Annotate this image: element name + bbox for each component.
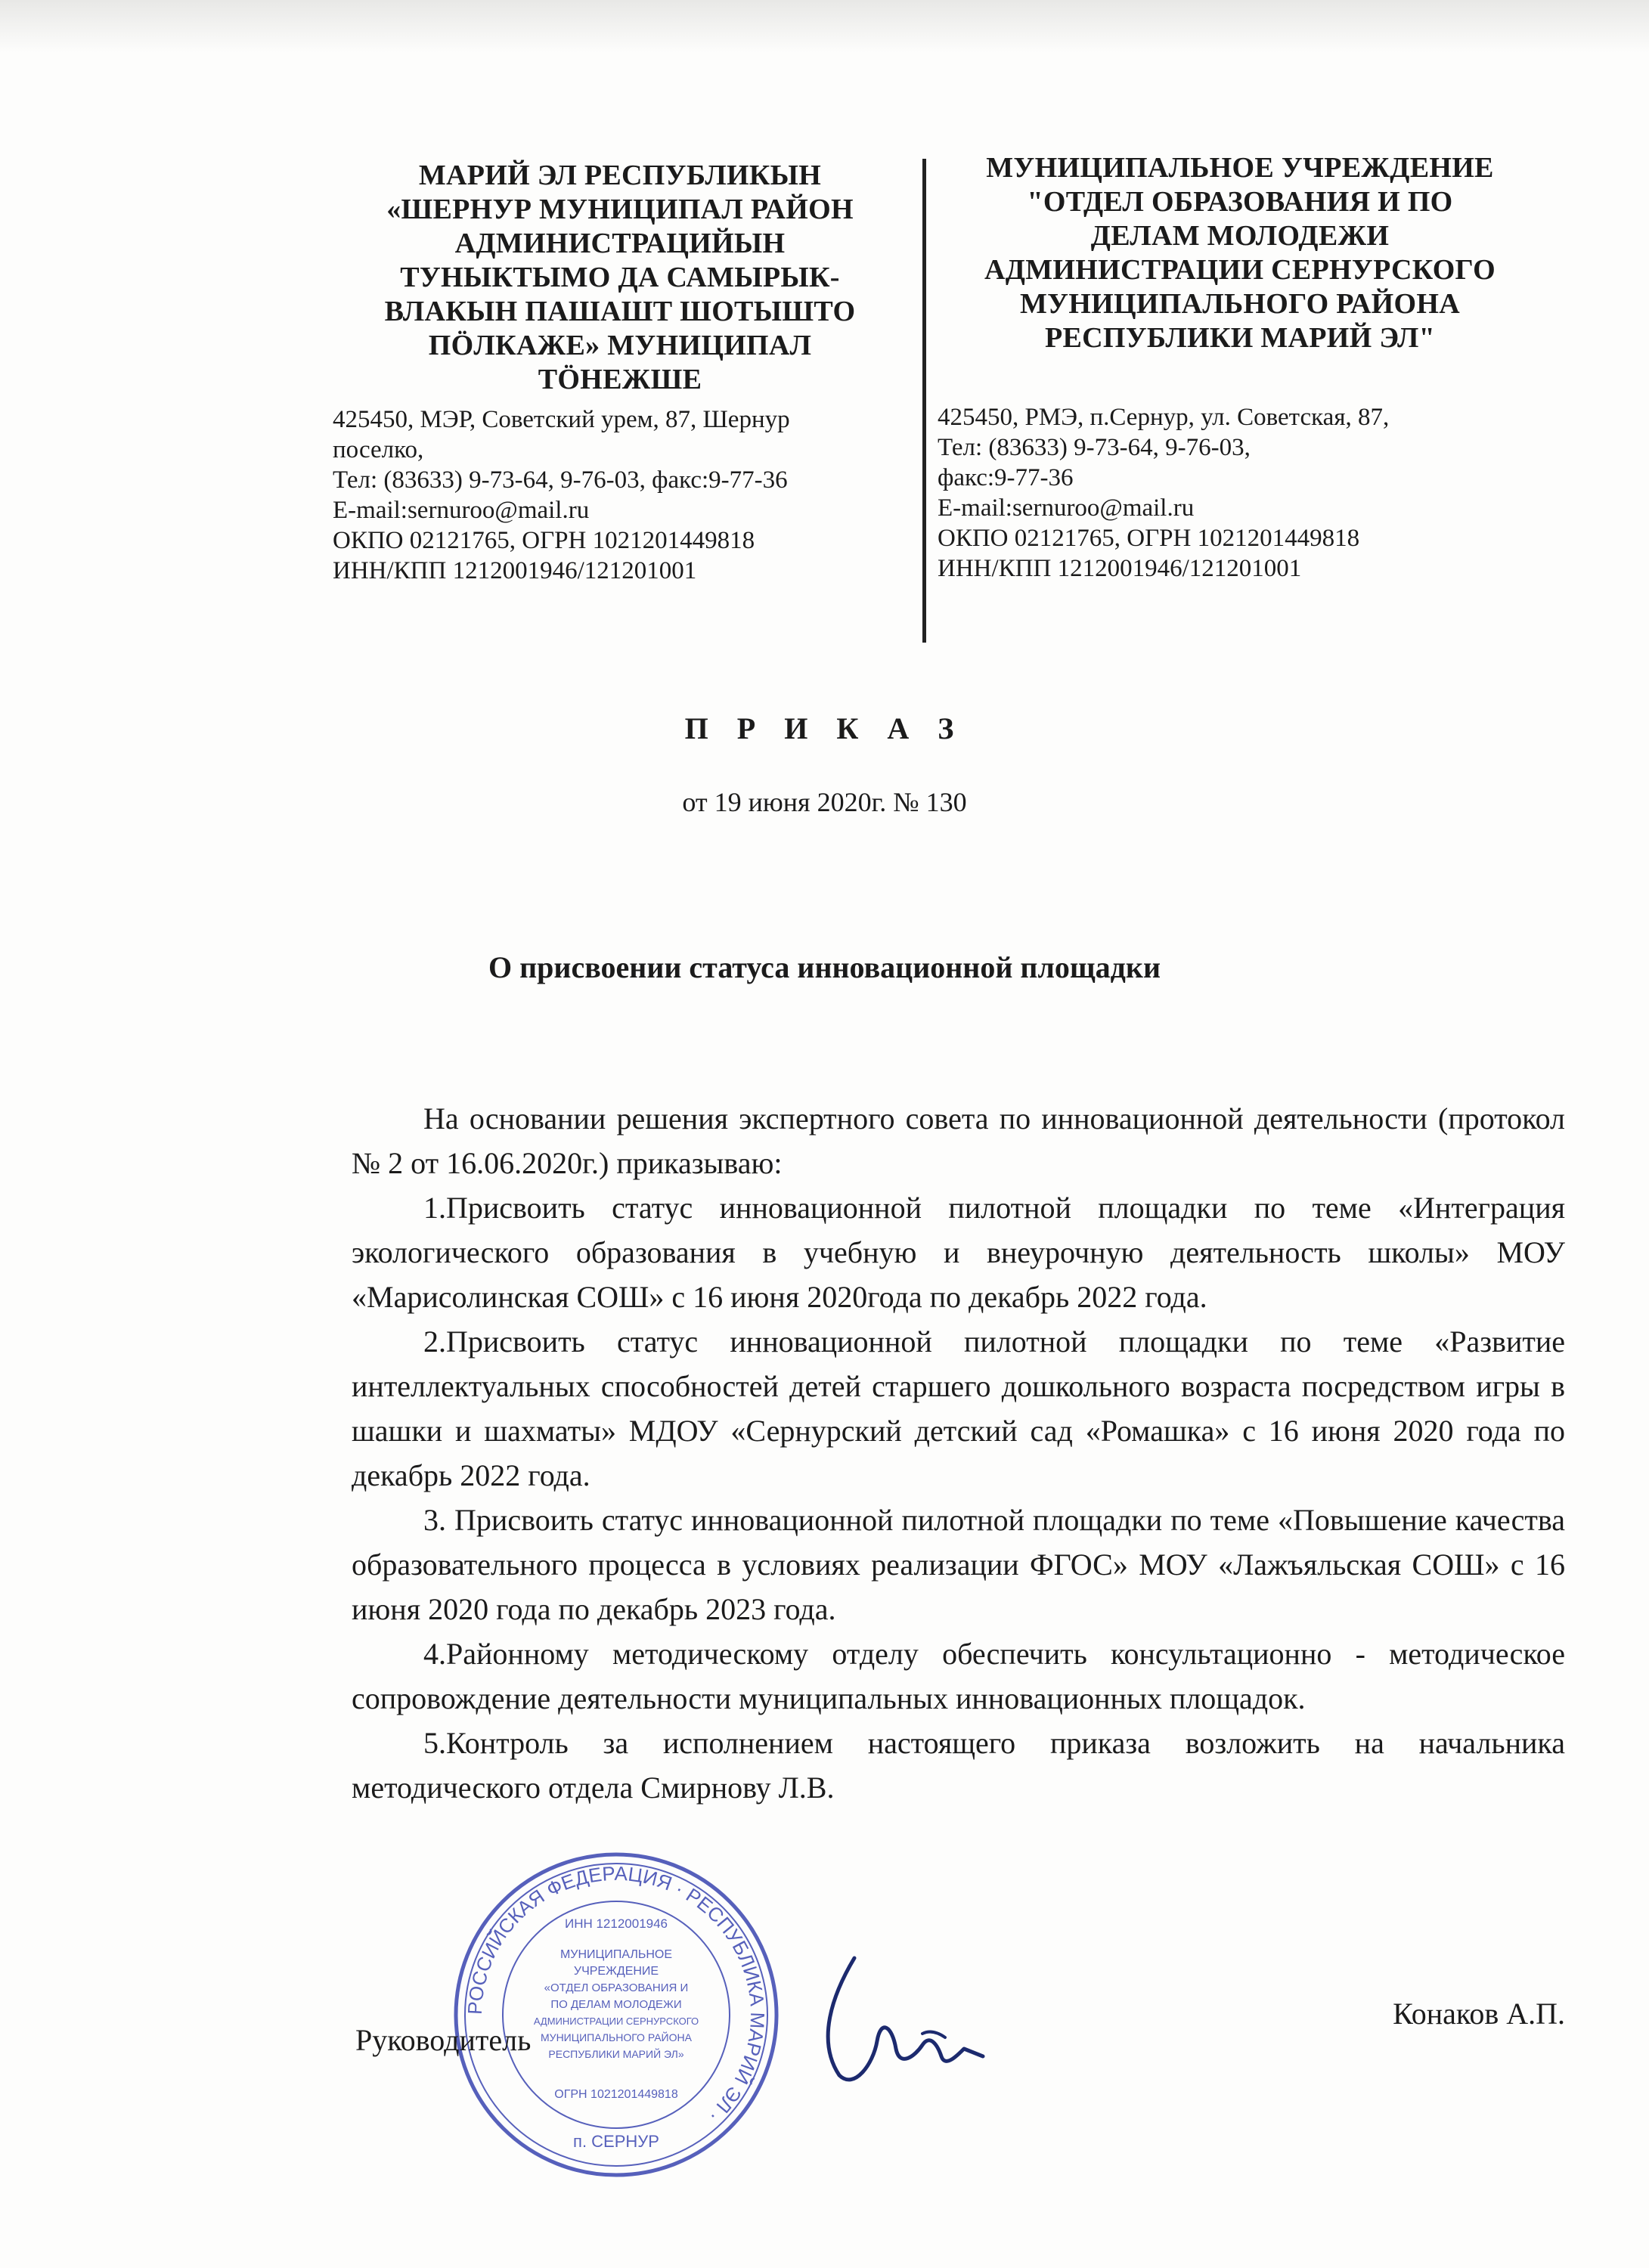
seal-line: ПО ДЕЛАМ МОЛОДЕЖИ (550, 1998, 682, 2011)
order-item-4: 4.Районному методическому отделу обеспечить консультационно - методическое сопровождение деятельности муниципальных инновационных площадок. (352, 1637, 1565, 1715)
org-line: ДЕЛАМ МОЛОДЕЖИ (1090, 220, 1390, 252)
contact-line: ИНН/КПП 1212001946/121201001 (938, 555, 1302, 582)
org-line: ТӦНЕЖШЕ (538, 364, 702, 395)
seal-ogrn: ОГРН 1021201449818 (554, 2088, 678, 2101)
org-line: АДМИНИСТРАЦИЙЫН (454, 228, 786, 259)
seal-line: РЕСПУБЛИКИ МАРИЙ ЭЛ» (548, 2048, 684, 2060)
order-item-2: 2.Присвоить статус инновационной пилотной площадки по теме «Развитие интеллектуальных способностей детей старшего дошкольного возраста посредством игры в шашки и шахматы» МДОУ «Сернурский детский сад «Ромашка» с 16 июня 2020 года по декабрь 2022 года. (352, 1325, 1565, 1492)
org-name-mari (333, 159, 907, 397)
contact-line: E-mail:sernuroo@mail.ru (938, 494, 1195, 522)
seal-inn: ИНН 1212001946 (564, 1916, 668, 1931)
contact-line: E-mail:sernuroo@mail.ru (333, 497, 590, 524)
seal-city: п. СЕРНУР (573, 2132, 659, 2151)
scan-edge-shadow (0, 0, 1649, 53)
contact-line: 425450, РМЭ, п.Сернур, ул. Советская, 87, (938, 404, 1390, 431)
preamble-paragraph: На основании решения экспертного совета по инновационной деятельности (протокол № 2 от 16.06.2020г.) приказываю: (352, 1101, 1565, 1180)
org-line: «ШЕРНУР МУНИЦИПАЛ РАЙОН (386, 194, 854, 225)
order-item-3: 3. Присвоить статус инновационной пилотной площадки по теме «Повышение качества образовательного процесса в условиях реализации ФГОС» МОУ «Лажъяльская СОШ» с 16 июня 2020 года по декабрь 2023 года. (352, 1503, 1565, 1626)
document-title: П Р И К А З (684, 711, 965, 745)
signatory-name: Конаков А.П. (1393, 1997, 1565, 2031)
letterhead-divider (922, 159, 926, 643)
org-line: ВЛАКЫН ПАШАШТ ШОТЫШТО (384, 296, 856, 327)
contact-line: факс:9-77-36 (938, 464, 1074, 491)
letterhead-right (938, 151, 1542, 584)
seal-line: «ОТДЕЛ ОБРАЗОВАНИЯ И (544, 1981, 689, 1994)
seal-line: УЧРЕЖДЕНИЕ (573, 1965, 659, 1978)
seal-ring-text: РОССИЙСКАЯ ФЕДЕРАЦИЯ · РЕСПУБЛИКА МАРИЙ ЭЛ · (463, 1861, 770, 2128)
order-item-1: 1.Присвоить статус инновационной пилотной площадки по теме «Интеграция экологического образования в учебную и внеурочную деятельность школы» МОУ «Марисолинская СОШ» с 16 июня 2020года по декабрь 2022 года. (352, 1191, 1565, 1314)
handwritten-signature (801, 1943, 998, 2094)
document-body (352, 1096, 1565, 1810)
org-line: АДМИНИСТРАЦИИ СЕРНУРСКОГО (984, 254, 1496, 286)
org-line: ТУНЫКТЫМО ДА САМЫРЫК- (400, 262, 840, 293)
org-line: МАРИЙ ЭЛ РЕСПУБЛИКЫН (418, 160, 822, 191)
seal-line: МУНИЦИПАЛЬНОЕ (559, 1948, 673, 1961)
contact-line: ОКПО 02121765, ОГРН 1021201449818 (333, 527, 755, 554)
order-item-5: 5.Контроль за исполнением настоящего приказа возложить на начальника методического отдела Смирнову Л.В. (352, 1726, 1565, 1805)
org-line: МУНИЦИПАЛЬНОГО РАЙОНА (1019, 288, 1461, 320)
org-line: ПӦЛКАЖЕ» МУНИЦИПАЛ (428, 330, 812, 361)
org-line: РЕСПУБЛИКИ МАРИЙ ЭЛ" (1044, 322, 1436, 354)
contact-line: Тел: (83633) 9-73-64, 9-76-03, факс:9-77-36 (333, 466, 788, 494)
letterhead-left (333, 159, 907, 586)
org-line: "ОТДЕЛ ОБРАЗОВАНИЯ И ПО (1027, 186, 1453, 218)
document-subject: О присвоении статуса инновационной площадки (488, 950, 1161, 984)
seal-line: АДМИНИСТРАЦИИ СЕРНУРСКОГО (533, 2015, 699, 2027)
contact-line: ОКПО 02121765, ОГРН 1021201449818 (938, 525, 1360, 552)
org-name-russian (938, 151, 1542, 355)
org-line: МУНИЦИПАЛЬНОЕ УЧРЕЖДЕНИЕ (986, 152, 1494, 184)
contact-line: 425450, МЭР, Советский урем, 87, Шернур (333, 406, 790, 433)
contacts-mari (333, 404, 907, 586)
contact-line: поселко, (333, 436, 424, 463)
letterhead (318, 151, 1558, 665)
contacts-russian (938, 402, 1542, 584)
document-date: от 19 июня 2020г. № 130 (682, 787, 967, 817)
seal-line: МУНИЦИПАЛЬНОГО РАЙОНА (541, 2031, 692, 2043)
contact-line: ИНН/КПП 1212001946/121201001 (333, 557, 697, 584)
contact-line: Тел: (83633) 9-73-64, 9-76-03, (938, 434, 1251, 461)
signatory-title: Руководитель (355, 2023, 532, 2057)
